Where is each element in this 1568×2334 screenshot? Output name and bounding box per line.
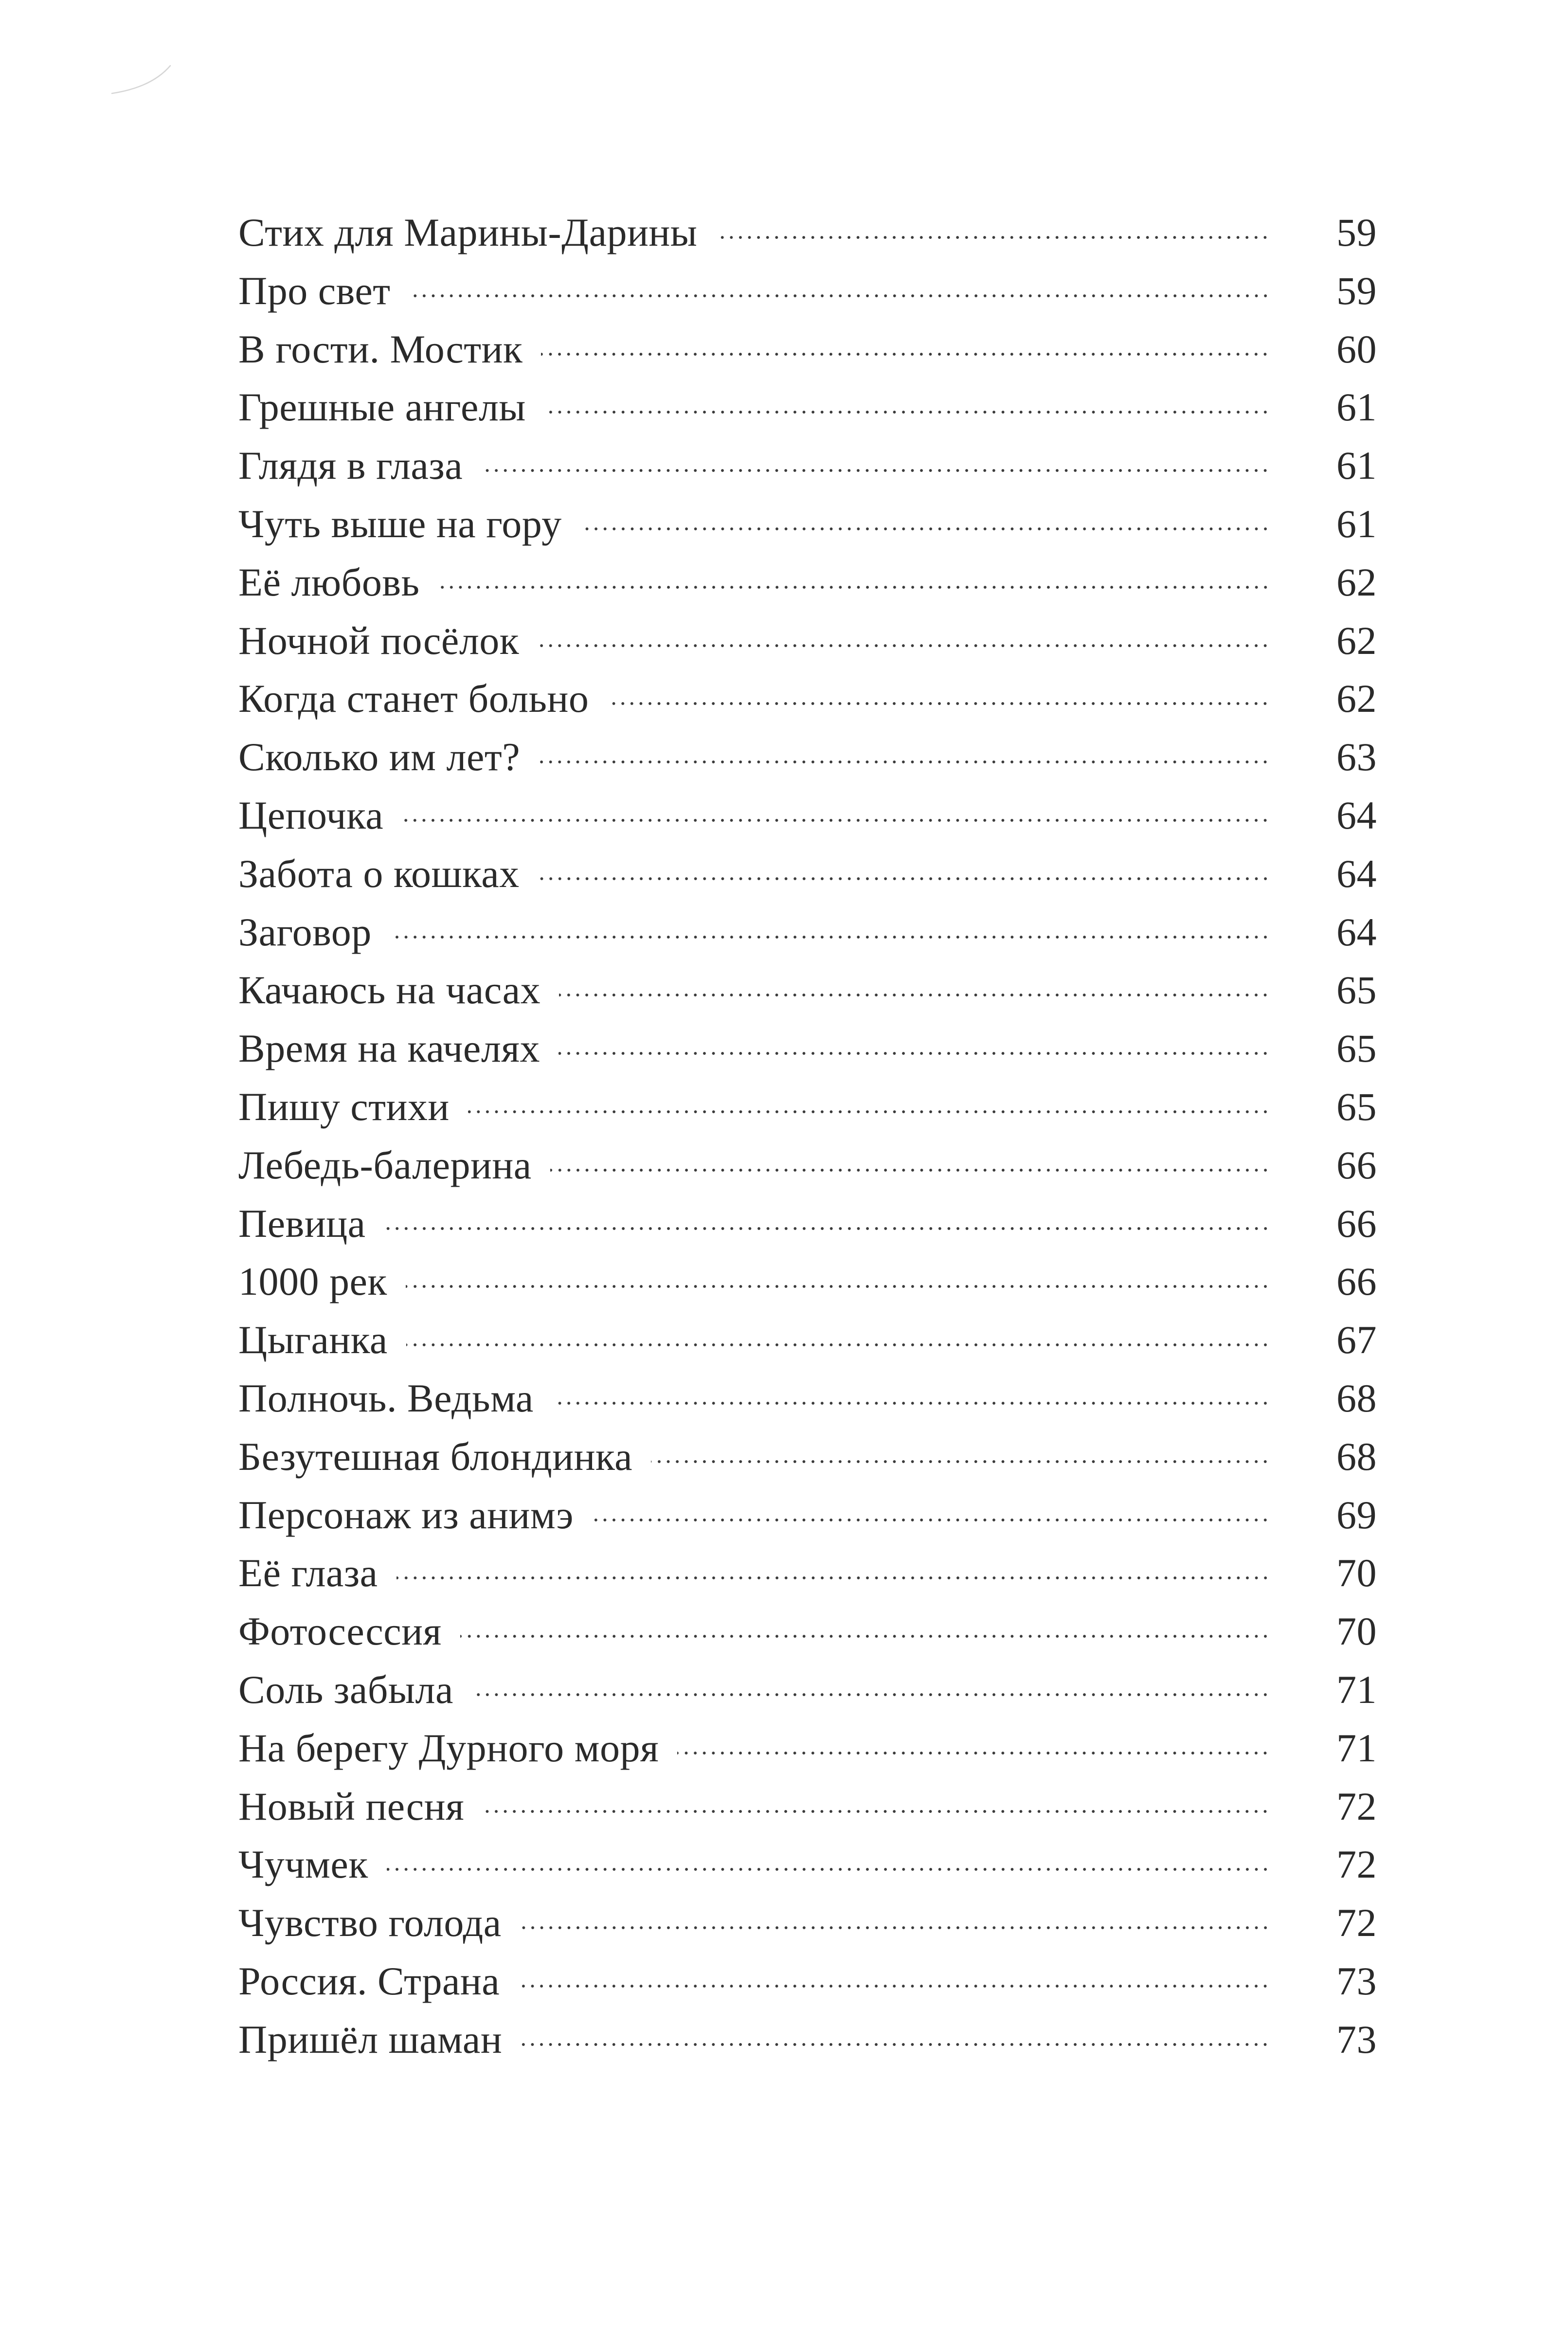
toc-entry-page: 65 xyxy=(1336,1084,1377,1129)
toc-entry[interactable] xyxy=(238,2010,1377,2069)
toc-entry-title: Лебедь-балерина xyxy=(238,1142,532,1187)
toc-entry[interactable] xyxy=(238,378,1377,436)
dot-leader xyxy=(483,1780,1270,1820)
toc-entry[interactable] xyxy=(238,1719,1377,1777)
toc-entry-title: Про свет xyxy=(238,268,391,313)
toc-entry-page: 71 xyxy=(1336,1667,1377,1712)
dot-leader xyxy=(541,323,1270,362)
toc-entry-title: Глядя в глаза xyxy=(238,443,463,488)
dot-leader xyxy=(520,1896,1270,1936)
toc-entry-title: Время на качелях xyxy=(238,1026,540,1071)
toc-entry-title: Персонаж из анимэ xyxy=(238,1492,574,1537)
dot-leader xyxy=(387,1838,1270,1878)
dot-leader xyxy=(550,1139,1270,1178)
toc-entry-title: Ночной посёлок xyxy=(238,618,520,663)
toc-entry-title: Цепочка xyxy=(238,793,384,837)
toc-entry[interactable] xyxy=(238,203,1377,262)
toc-entry-page: 61 xyxy=(1336,501,1377,546)
toc-entry-page: 72 xyxy=(1336,1900,1377,1945)
toc-entry[interactable] xyxy=(238,728,1377,786)
dot-leader xyxy=(438,556,1270,596)
dot-leader xyxy=(406,1313,1270,1353)
toc-entry-page: 65 xyxy=(1336,1026,1377,1071)
dot-leader xyxy=(544,380,1270,420)
dot-leader xyxy=(521,2013,1270,2053)
dot-leader xyxy=(607,672,1270,712)
dot-leader xyxy=(539,730,1270,770)
toc-entry-page: 66 xyxy=(1336,1142,1377,1187)
toc-entry-title: Заговор xyxy=(238,909,372,954)
toc-entry[interactable] xyxy=(238,1252,1377,1311)
toc-entry-title: Россия. Страна xyxy=(238,1958,500,2003)
dot-leader xyxy=(468,1080,1270,1120)
toc-entry-title: Пришёл шаман xyxy=(238,2017,503,2062)
toc-entry-page: 59 xyxy=(1336,210,1377,254)
toc-entry-page: 63 xyxy=(1336,735,1377,779)
toc-entry-page: 67 xyxy=(1336,1318,1377,1362)
toc-entry[interactable] xyxy=(238,1661,1377,1719)
dot-leader xyxy=(651,1430,1270,1470)
toc-entry-page: 64 xyxy=(1336,909,1377,954)
toc-entry[interactable] xyxy=(238,495,1377,553)
toc-entry-page: 62 xyxy=(1336,618,1377,663)
toc-entry-title: Забота о кошках xyxy=(238,851,520,896)
toc-entry[interactable] xyxy=(238,1544,1377,1602)
dot-leader xyxy=(384,1197,1270,1237)
toc-entry-title: Грешные ангелы xyxy=(238,385,526,430)
dot-leader xyxy=(406,1255,1270,1295)
toc-entry-title: Пишу стихи xyxy=(238,1084,450,1129)
toc-entry-title: Безутешная блондинка xyxy=(238,1434,632,1479)
toc-entry-title: Стих для Марины-Дарины xyxy=(238,210,698,254)
toc-entry-page: 62 xyxy=(1336,560,1377,604)
toc-entry[interactable] xyxy=(238,1486,1377,1544)
table-of-contents xyxy=(238,203,1377,2069)
toc-entry-page: 61 xyxy=(1336,385,1377,430)
toc-entry-page: 64 xyxy=(1336,851,1377,896)
dot-leader xyxy=(538,847,1270,887)
dot-leader xyxy=(677,1721,1270,1761)
toc-entry[interactable] xyxy=(238,669,1377,728)
toc-entry[interactable] xyxy=(238,1835,1377,1894)
toc-entry-page: 64 xyxy=(1336,793,1377,837)
toc-entry-title: Чувство голода xyxy=(238,1900,502,1945)
dot-leader xyxy=(472,1663,1270,1703)
toc-entry-page: 73 xyxy=(1336,1958,1377,2003)
toc-entry-page: 68 xyxy=(1336,1375,1377,1420)
toc-entry-page: 68 xyxy=(1336,1434,1377,1479)
toc-entry[interactable] xyxy=(238,262,1377,320)
toc-entry-title: Её глаза xyxy=(238,1551,378,1595)
dot-leader xyxy=(538,614,1270,654)
scan-artifact-mark xyxy=(109,63,182,102)
toc-entry-page: 71 xyxy=(1336,1725,1377,1770)
dot-leader xyxy=(397,1546,1270,1586)
toc-entry[interactable] xyxy=(238,1136,1377,1194)
dot-leader xyxy=(402,789,1270,829)
toc-entry[interactable] xyxy=(238,903,1377,961)
dot-leader xyxy=(559,963,1270,1003)
toc-entry-title: Певица xyxy=(238,1201,366,1246)
toc-entry-title: На берегу Дурного моря xyxy=(238,1725,659,1770)
toc-entry[interactable] xyxy=(238,1777,1377,1836)
toc-entry-title: Качаюсь на часах xyxy=(238,968,541,1013)
toc-entry-title: Чуть выше на гору xyxy=(238,501,562,546)
toc-entry[interactable] xyxy=(238,1078,1377,1136)
toc-entry-title: Новый песня xyxy=(238,1784,465,1828)
toc-entry[interactable] xyxy=(238,553,1377,612)
toc-entry-title: В гости. Мостик xyxy=(238,326,523,371)
dot-leader xyxy=(716,206,1270,246)
dot-leader xyxy=(390,905,1270,945)
toc-entry[interactable] xyxy=(238,1019,1377,1078)
toc-entry[interactable] xyxy=(238,1428,1377,1486)
toc-entry-page: 60 xyxy=(1336,326,1377,371)
toc-entry-page: 66 xyxy=(1336,1201,1377,1246)
toc-entry[interactable] xyxy=(238,1369,1377,1428)
toc-entry[interactable] xyxy=(238,786,1377,845)
toc-entry-title: Её любовь xyxy=(238,560,420,604)
toc-entry[interactable] xyxy=(238,845,1377,903)
dot-leader xyxy=(518,1954,1270,1994)
toc-entry-page: 66 xyxy=(1336,1259,1377,1304)
dot-leader xyxy=(552,1372,1270,1411)
toc-entry[interactable] xyxy=(238,320,1377,379)
toc-entry-title: Полночь. Ведьма xyxy=(238,1375,534,1420)
toc-entry[interactable] xyxy=(238,1602,1377,1661)
toc-entry-title: Сколько им лет? xyxy=(238,735,521,779)
dot-leader xyxy=(559,1022,1270,1062)
toc-entry-page: 62 xyxy=(1336,676,1377,721)
toc-entry-title: Цыганка xyxy=(238,1318,388,1362)
toc-entry-page: 73 xyxy=(1336,2017,1377,2062)
toc-entry[interactable] xyxy=(238,1952,1377,2010)
dot-leader xyxy=(460,1605,1270,1645)
toc-entry-page: 69 xyxy=(1336,1492,1377,1537)
toc-entry[interactable] xyxy=(238,1894,1377,1952)
toc-entry-page: 72 xyxy=(1336,1842,1377,1887)
toc-entry-page: 59 xyxy=(1336,268,1377,313)
toc-entry-title: 1000 рек xyxy=(238,1259,387,1304)
dot-leader xyxy=(580,497,1270,537)
toc-entry[interactable] xyxy=(238,961,1377,1019)
toc-entry-page: 61 xyxy=(1336,443,1377,488)
toc-entry-page: 72 xyxy=(1336,1784,1377,1828)
toc-entry-page: 70 xyxy=(1336,1609,1377,1654)
dot-leader xyxy=(481,439,1270,479)
toc-entry[interactable] xyxy=(238,436,1377,495)
toc-entry-title: Фотосессия xyxy=(238,1609,442,1654)
toc-entry[interactable] xyxy=(238,1311,1377,1369)
toc-entry-title: Соль забыла xyxy=(238,1667,453,1712)
dot-leader xyxy=(409,264,1270,304)
toc-entry-page: 70 xyxy=(1336,1551,1377,1595)
toc-entry-title: Когда станет больно xyxy=(238,676,589,721)
dot-leader xyxy=(592,1488,1270,1528)
toc-entry[interactable] xyxy=(238,612,1377,670)
toc-entry-title: Чучмек xyxy=(238,1842,368,1887)
toc-entry[interactable] xyxy=(238,1194,1377,1253)
toc-entry-page: 65 xyxy=(1336,968,1377,1013)
